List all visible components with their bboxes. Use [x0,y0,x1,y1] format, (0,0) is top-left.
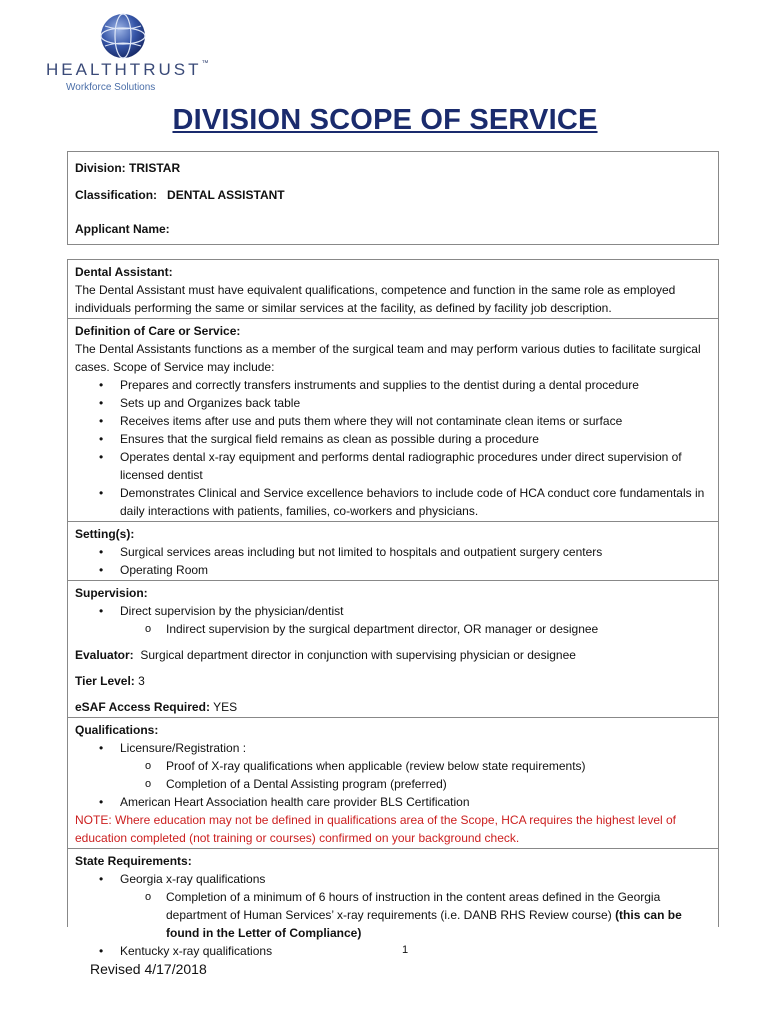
list-item: • Licensure/Registration : [75,739,711,757]
applicant-info-box [67,151,719,245]
duties-list [75,376,711,520]
supervision-list [75,602,711,638]
section-heading: Supervision: [75,586,148,600]
section-heading: Setting(s): [75,527,135,541]
list-item: • Demonstrates Clinical and Service excellence behaviors to include code of HCA conduct core fundamentals in daily interactions with patients, families, co-workers and physicians. [75,484,711,520]
qualifications-section [68,718,718,849]
healthtrust-logo [44,12,209,94]
education-note: NOTE: Where education may not be defined in qualifications area of the Scope, HCA requires the highest level of education completed (not training or courses) confirmed on your background check. [75,813,677,845]
list-subitem: o Proof of X-ray qualifications when applicable (review below state requirements) [75,757,711,775]
settings-section [68,522,718,581]
list-subitem: o Indirect supervision by the surgical department director, OR manager or designee [75,620,711,638]
section-heading: State Requirements: [75,854,192,868]
division-line: Division: TRISTAR [75,161,181,175]
list-item: • American Heart Association health care provider BLS Certification [75,793,711,811]
list-item: • Operating Room [75,561,711,579]
list-item: • Prepares and correctly transfers instruments and supplies to the dentist during a dental procedure [75,376,711,394]
list-item: • Receives items after use and puts them where they will not contaminate clean items or surface [75,412,711,430]
revised-date: Revised 4/17/2018 [90,961,207,977]
globe-logo-icon [99,12,147,60]
section-heading: Dental Assistant: [75,265,173,279]
list-item: • Sets up and Organizes back table [75,394,711,412]
section-text: The Dental Assistants functions as a member of the surgical team and may perform various duties to facilitate surgical cases. Scope of Service may include: [75,342,701,374]
list-item: • Surgical services areas including but not limited to hospitals and outpatient surgery centers [75,543,711,561]
settings-list [75,543,711,579]
state-requirements-section [68,849,718,961]
list-subitem: o Completion of a Dental Assisting program (preferred) [75,775,711,793]
page-title: DIVISION SCOPE OF SERVICE [172,104,598,136]
evaluator-line: Evaluator: Surgical department director in conjunction with supervising physician or designee [75,648,576,662]
classification-line: Classification: DENTAL ASSISTANT [75,188,285,202]
esaf-line: eSAF Access Required: YES [75,700,238,714]
list-item: • Ensures that the surgical field remains as clean as possible during a procedure [75,430,711,448]
applicant-name-line: Applicant Name: [75,222,170,236]
list-item: • Kentucky x-ray qualifications [75,942,711,960]
section-heading: Definition of Care or Service: [75,324,241,338]
qualifications-list [75,739,711,811]
list-item: • Direct supervision by the physician/dentist [75,602,711,620]
list-subitem: o Completion of a minimum of 6 hours of instruction in the content areas defined in the Georgia department of Human Services’ x-ray requirements (i.e. DANB RHS Review course) (this can be found in the Letter of Compliance) [75,888,711,942]
supervision-section [68,581,718,718]
page-number: 1 [402,944,409,956]
state-requirements-list [75,870,711,960]
brand-subtitle: Workforce Solutions [66,82,156,93]
scope-details-box [67,259,719,958]
brand-name: HEALTHTRUST™ [46,60,209,79]
list-item: • Georgia x-ray qualifications [75,870,711,888]
dental-assistant-section [68,260,718,319]
list-item: • Operates dental x-ray equipment and performs dental radiographic procedures under direct supervision of licensed dentist [75,448,711,484]
section-text: The Dental Assistant must have equivalent qualifications, competence and function in the same role as employed individuals performing the same or similar services at the facility, as defined by facility job description. [75,283,676,315]
tier-level-line: Tier Level: 3 [75,674,145,688]
section-heading: Qualifications: [75,723,159,737]
definition-section [68,319,718,522]
